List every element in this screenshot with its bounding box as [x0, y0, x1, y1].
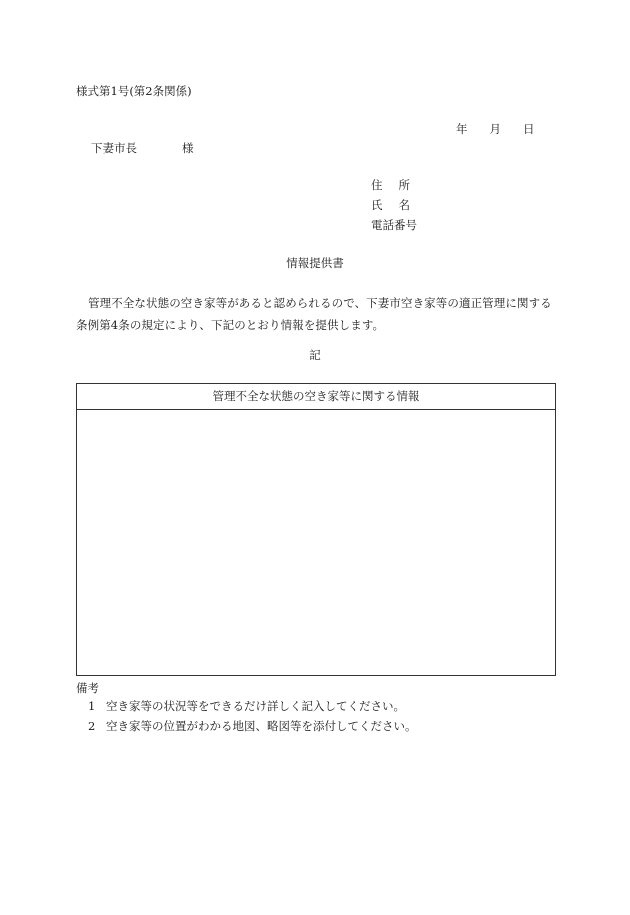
note-item — [88, 719, 417, 739]
addressee — [91, 141, 194, 156]
sender-phone-row — [371, 218, 427, 238]
sender-phone-label: 電話番号 — [371, 218, 417, 232]
note-number: 2 — [88, 719, 96, 733]
sender-name-row — [371, 198, 427, 218]
document-title: 情報提供書 — [286, 256, 344, 270]
note-number: 1 — [88, 699, 96, 713]
body-text: 管理不全な状態の空き家等があると認められるので、下妻市空き家等の適正管理に関する条例第4条の規定により、下記のとおり情報を提供します。 — [76, 296, 552, 332]
sender-block — [371, 178, 427, 238]
sender-address-row — [371, 178, 427, 198]
date-month-label: 月 — [489, 122, 501, 136]
note-item — [88, 699, 417, 719]
date-line — [456, 122, 535, 137]
notes-list — [88, 699, 417, 739]
note-text: 空き家等の位置がわかる地図、略図等を添付してください。 — [106, 719, 417, 733]
sender-name-label: 氏名 — [371, 198, 426, 212]
notes-title: 備考 — [76, 681, 99, 695]
sender-address-label: 住所 — [371, 178, 426, 192]
info-table-header: 管理不全な状態の空き家等に関する情報 — [77, 384, 555, 410]
info-table — [76, 383, 556, 676]
addressee-name: 下妻市長 — [91, 141, 137, 155]
date-year-label: 年 — [456, 122, 468, 136]
info-table-body[interactable] — [77, 410, 555, 675]
date-day-label: 日 — [523, 122, 535, 136]
ki-heading: 記 — [309, 348, 321, 362]
note-text: 空き家等の状況等をできるだけ詳しく記入してください。 — [106, 699, 405, 713]
form-number: 様式第1号(第2条関係) — [76, 84, 192, 98]
addressee-honorific: 様 — [182, 141, 194, 155]
